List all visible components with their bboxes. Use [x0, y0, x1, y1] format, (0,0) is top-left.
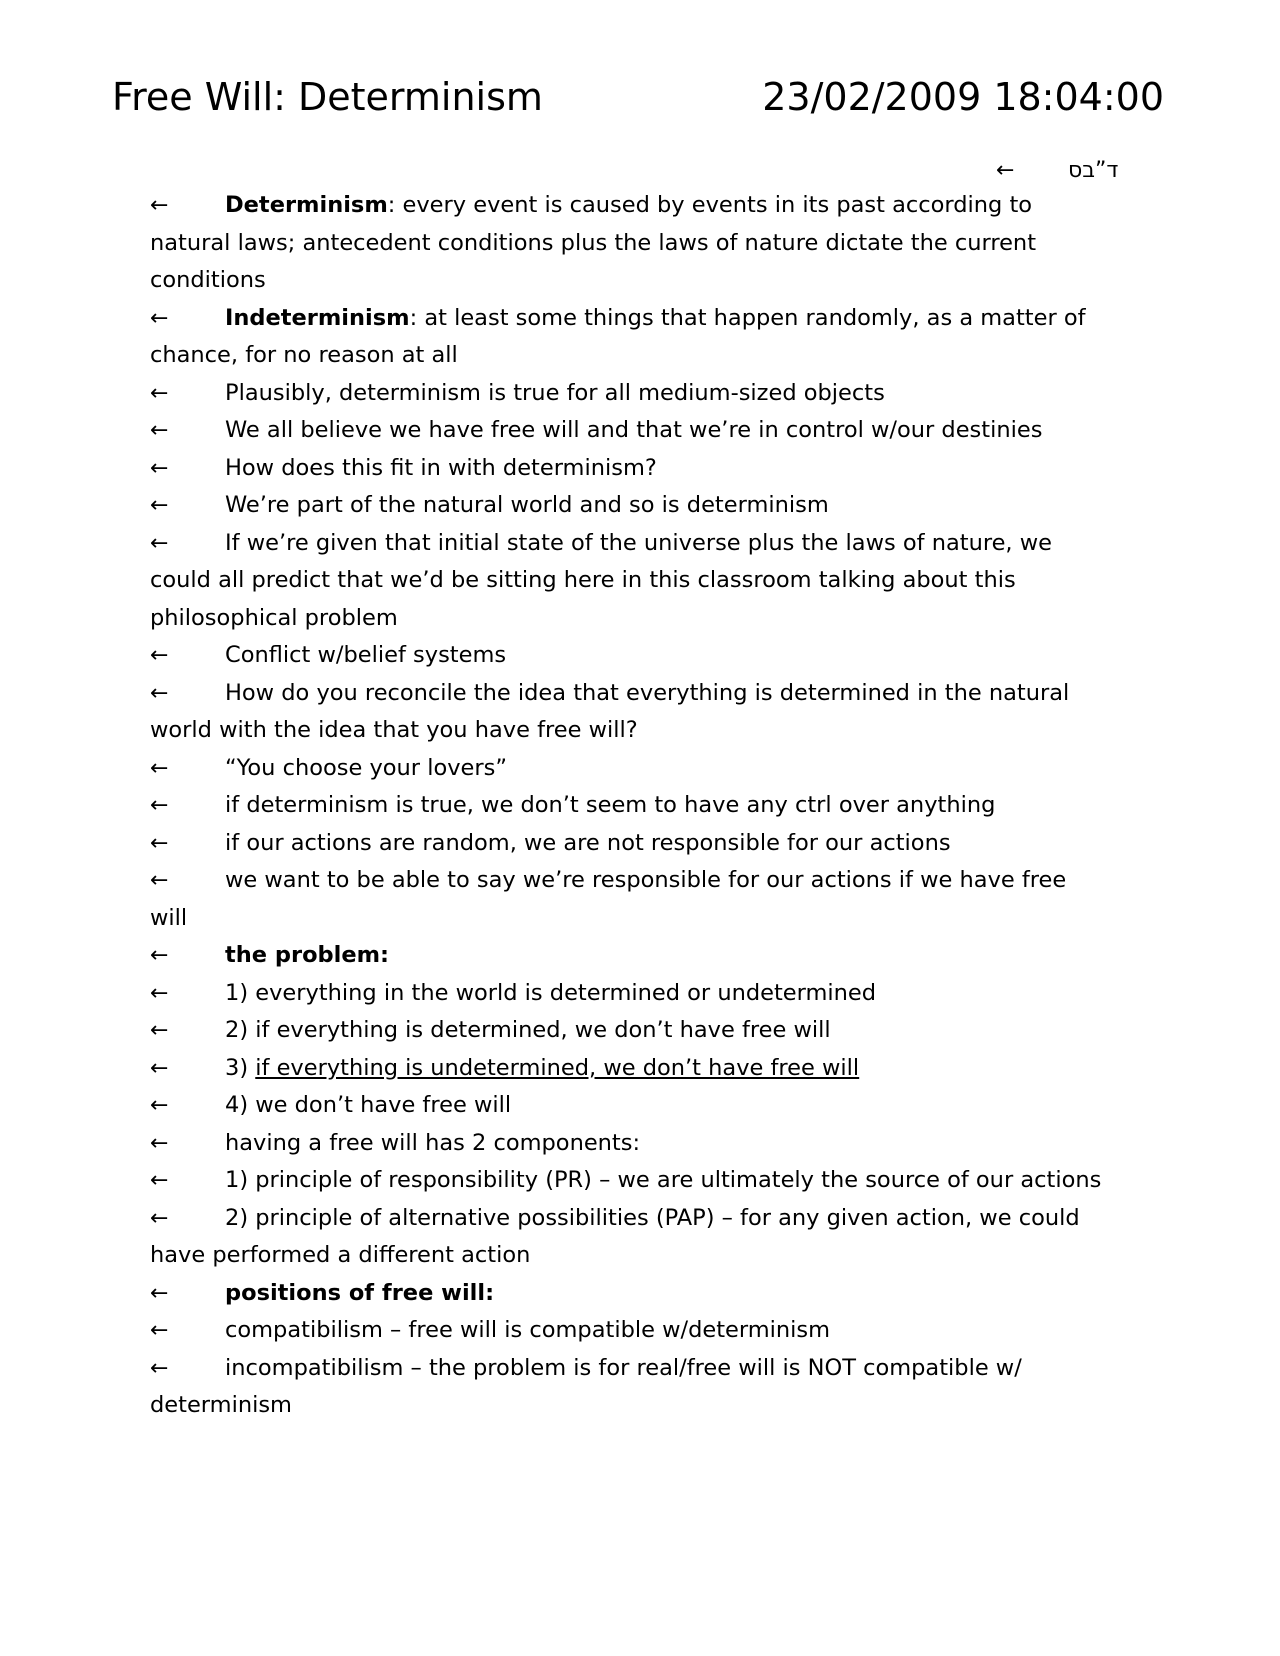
note-text: How do you reconcile the idea that everything is determined in the natural world with the idea that you have free will?	[150, 679, 1070, 743]
note-text: Plausibly, determinism is true for all medium-sized objects	[225, 379, 885, 406]
note-term: Determinism	[225, 192, 388, 218]
left-arrow-icon: ←	[150, 1168, 169, 1193]
left-arrow-icon: ←	[150, 793, 169, 818]
note-term: the problem:	[225, 942, 390, 968]
note-text: incompatibilism – the problem is for real/free will is NOT compatible w/ determinism	[150, 1354, 1022, 1418]
note-item	[150, 1200, 1110, 1275]
note-text: : at least some things that happen randomly, as a matter of chance, for no reason at all	[150, 304, 1086, 368]
note-text: we want to be able to say we’re responsible for our actions if we have free will	[150, 867, 1067, 931]
note-text: If we’re given that initial state of the universe plus the laws of nature, we could all predict that we’d be sitting here in this classroom talking about this philosophical problem	[150, 529, 1052, 631]
left-arrow-icon: ←	[150, 1130, 169, 1156]
note-term: positions of free will:	[225, 1279, 495, 1306]
document-title: Free Will: Determinism	[112, 75, 543, 119]
note-item	[150, 1125, 1110, 1163]
left-arrow-icon: ←	[150, 1205, 169, 1231]
left-arrow-icon: ←	[150, 680, 169, 706]
note-underlined-text: if everything is undetermined, we don’t have free will	[255, 1054, 860, 1081]
note-text: 2) principle of alternative possibilities (PAP) – for any given action, we could have performed a different action	[150, 1204, 1080, 1268]
note-text: How does this fit in with determinism?	[225, 454, 657, 481]
left-arrow-icon: ←	[150, 980, 169, 1006]
note-text: 4) we don’t have free will	[225, 1092, 512, 1118]
left-arrow-icon: ←	[150, 305, 169, 331]
left-arrow-icon: ←	[150, 455, 169, 481]
left-arrow-icon: ←	[150, 1355, 169, 1381]
note-item	[150, 375, 1110, 413]
left-arrow-icon: ←	[150, 943, 169, 968]
note-text: 1) everything in the world is determined or undetermined	[225, 979, 877, 1006]
document-datetime: 23/02/2009 18:04:00	[762, 75, 1164, 119]
hebrew-heading-line	[990, 154, 1130, 188]
note-term: Indeterminism	[225, 304, 410, 331]
note-item	[150, 412, 1110, 450]
note-text: having a free will has 2 components:	[225, 1129, 641, 1156]
note-number: 3)	[225, 1054, 256, 1081]
left-arrow-icon: ←	[150, 830, 169, 856]
note-item	[150, 487, 1110, 525]
left-arrow-icon: ←	[150, 493, 169, 518]
left-arrow-icon: ←	[150, 1280, 169, 1306]
left-arrow-icon: ←	[150, 193, 169, 218]
left-arrow-icon: ←	[150, 1318, 169, 1343]
note-item	[150, 450, 1110, 488]
left-arrow-icon: ←	[150, 418, 169, 443]
note-item	[150, 975, 1110, 1013]
note-text: “You choose your lovers”	[225, 754, 508, 781]
note-item	[150, 637, 1110, 675]
note-item	[150, 675, 1110, 750]
note-text: 2) if everything is determined, we don’t have free will	[225, 1017, 831, 1043]
note-text: We all believe we have free will and that we’re in control w/our destinies	[225, 417, 1043, 443]
hebrew-abbreviation: ד”בס	[1068, 158, 1119, 183]
note-item	[150, 1312, 1110, 1350]
left-arrow-icon: ←	[150, 1093, 169, 1118]
note-item	[150, 1087, 1110, 1125]
note-text: We’re part of the natural world and so is determinism	[225, 492, 829, 518]
left-arrow-icon: ←	[150, 755, 169, 781]
note-text: : every event is caused by events in its past according to natural laws; antecedent conditions plus the laws of nature dictate the current conditions	[150, 192, 1037, 293]
note-item	[150, 825, 1110, 863]
note-item	[150, 787, 1110, 825]
left-arrow-icon: ←	[996, 158, 1015, 183]
note-item	[150, 1275, 1110, 1313]
left-arrow-icon: ←	[150, 868, 169, 893]
note-text: Conflict w/belief systems	[225, 642, 507, 668]
note-item	[150, 300, 1110, 375]
note-text: if our actions are random, we are not responsible for our actions	[225, 829, 951, 856]
left-arrow-icon: ←	[150, 530, 169, 556]
note-item	[150, 937, 1110, 975]
note-item	[150, 1350, 1110, 1425]
left-arrow-icon: ←	[150, 1018, 169, 1043]
note-item	[150, 1050, 1110, 1088]
note-item	[150, 862, 1110, 937]
note-text: if determinism is true, we don’t seem to have any ctrl over anything	[225, 792, 996, 818]
note-item	[150, 1012, 1110, 1050]
left-arrow-icon: ←	[150, 1055, 169, 1081]
notes-list	[150, 187, 1110, 1425]
note-item	[150, 750, 1110, 788]
note-item	[150, 187, 1110, 300]
note-item	[150, 525, 1110, 638]
note-item	[150, 1162, 1110, 1200]
left-arrow-icon: ←	[150, 643, 169, 668]
left-arrow-icon: ←	[150, 380, 169, 406]
note-text: compatibilism – free will is compatible w/determinism	[225, 1317, 831, 1343]
note-text: 1) principle of responsibility (PR) – we are ultimately the source of our actions	[225, 1167, 1102, 1193]
